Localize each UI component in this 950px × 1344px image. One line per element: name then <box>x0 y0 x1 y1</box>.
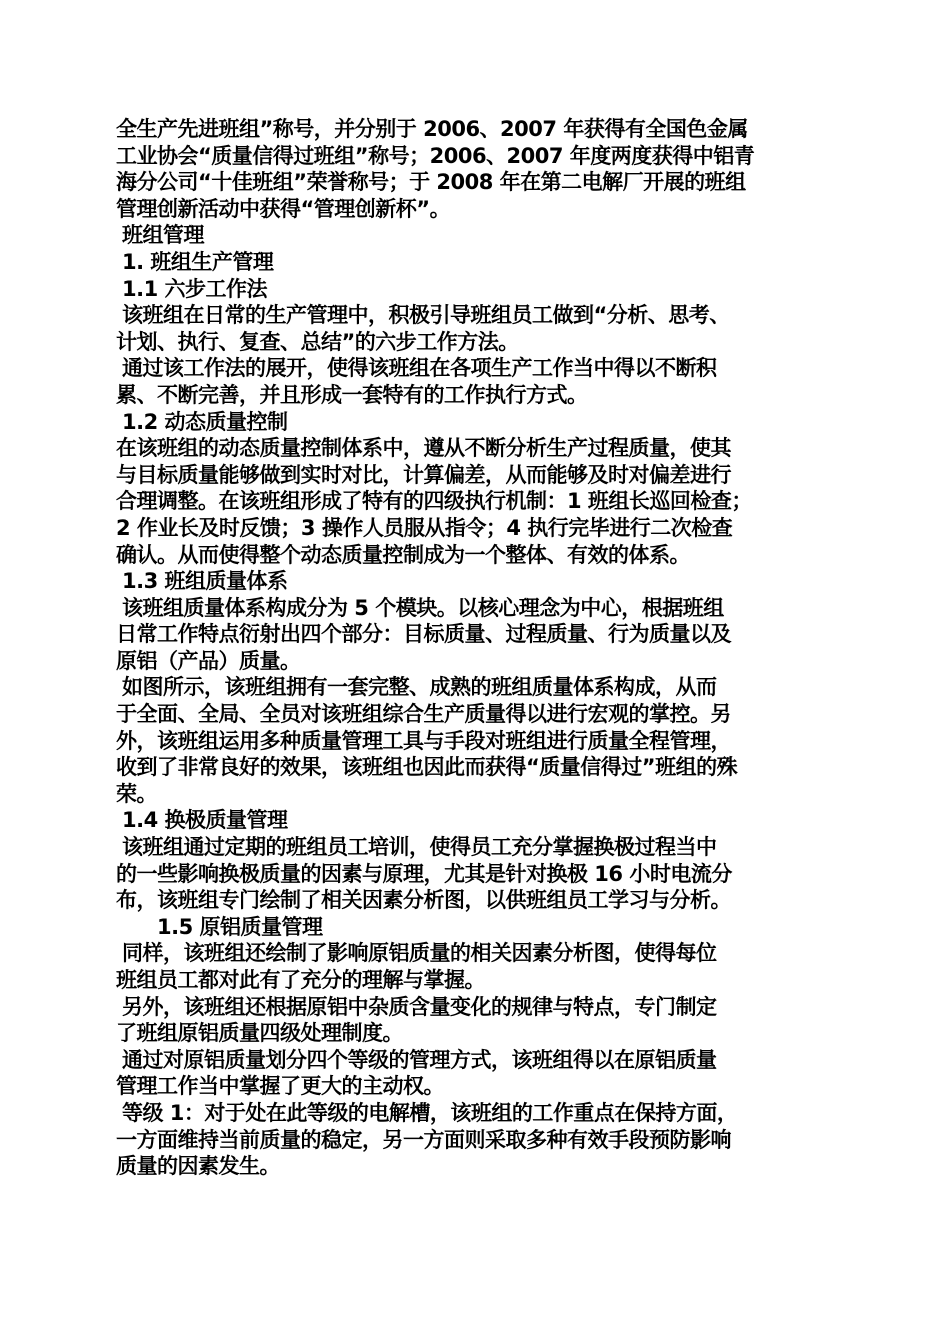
text-line: 全生产先进班组”称号，并分别于 2006、2007 年获得有全国色金属 <box>116 117 748 141</box>
text-line: 确认。从而使得整个动态质量控制成为一个整体、有效的体系。 <box>116 542 690 567</box>
text-line: 计划、执行、复查、总结”的六步工作方法。 <box>116 329 519 354</box>
text-line: 布，该班组专门绘制了相关因素分析图，以供班组员工学习与分析。 <box>116 888 731 913</box>
text-line: 荣。 <box>116 781 157 806</box>
text-line: 另外，该班组还根据原铝中杂质含量变化的规律与特点，专门制定 <box>122 994 717 1019</box>
text-line: 班组员工都对此有了充分的理解与掌握。 <box>116 968 485 992</box>
subsection-heading: 1.3 班组质量体系 <box>122 569 288 594</box>
text-line: 日常工作特点衍射出四个部分：目标质量、过程质量、行为质量以及 <box>116 622 731 647</box>
text-line: 的一些影响换极质量的因素与原理，尤其是针对换极 16 小时电流分 <box>116 861 732 886</box>
section-heading: 班组管理 <box>122 223 204 248</box>
text-line: 累、不断完善，并且形成一套特有的工作执行方式。 <box>116 382 588 407</box>
text-line: 工业协会“质量信得过班组”称号；2006、2007 年度两度获得中铝青 <box>116 143 755 168</box>
text-line: 一方面维持当前质量的稳定，另一方面则采取多种有效手段预防影响 <box>116 1127 731 1152</box>
text-line: 通过对原铝质量划分四个等级的管理方式，该班组得以在原铝质量 <box>122 1047 717 1072</box>
text-line: 质量的因素发生。 <box>116 1154 280 1179</box>
subsection-heading: 1.5 原铝质量管理 <box>157 914 323 939</box>
subsection-heading: 1.2 动态质量控制 <box>122 409 288 434</box>
text-line: 等级 1：对于处在此等级的电解槽，该班组的工作重点在保持方面， <box>122 1100 738 1125</box>
document-body <box>116 116 840 1180</box>
text-line: 外，该班组运用多种质量管理工具与手段对班组进行质量全程管理， <box>116 728 731 753</box>
text-line: 在该班组的动态质量控制体系中，遵从不断分析生产过程质量，使其 <box>116 436 731 461</box>
text-line: 同样，该班组还绘制了影响原铝质量的相关因素分析图，使得每位 <box>122 941 717 966</box>
subsection-heading: 1.1 六步工作法 <box>122 276 268 301</box>
text-line: 海分公司“十佳班组”荣誉称号；于 2008 年在第二电解厂开展的班组 <box>116 170 746 195</box>
text-line: 于全面、全局、全员对该班组综合生产质量得以进行宏观的掌控。另 <box>116 702 731 727</box>
text-line: 该班组在日常的生产管理中，积极引导班组员工做到“分析、思考、 <box>122 303 730 328</box>
text-line: 收到了非常良好的效果，该班组也因此而获得“质量信得过”班组的殊 <box>116 755 738 780</box>
text-line: 了班组原铝质量四级处理制度。 <box>116 1021 403 1046</box>
text-line: 与目标质量能够做到实时对比，计算偏差，从而能够及时对偏差进行 <box>116 462 731 487</box>
text-line: 合理调整。在该班组形成了特有的四级执行机制：1 班组长巡回检查； <box>116 489 752 514</box>
text-line: 管理创新活动中获得“管理创新杯”。 <box>116 196 451 221</box>
text-line: 该班组通过定期的班组员工培训，使得员工充分掌握换极过程当中 <box>122 835 717 860</box>
text-line: 通过该工作法的展开，使得该班组在各项生产工作当中得以不断积 <box>122 356 717 381</box>
text-line: 如图所示，该班组拥有一套完整、成熟的班组质量体系构成，从而 <box>122 675 717 700</box>
subsection-heading: 1.4 换极质量管理 <box>122 808 288 833</box>
section-heading: 1. 班组生产管理 <box>122 249 274 274</box>
text-line: 管理工作当中掌握了更大的主动权。 <box>116 1074 444 1099</box>
text-line: 原铝（产品）质量。 <box>116 648 301 673</box>
text-line: 该班组质量体系构成分为 5 个模块。以核心理念为中心，根据班组 <box>122 595 724 620</box>
text-line: 2 作业长及时反馈；3 操作人员服从指令；4 执行完毕进行二次检查 <box>116 515 733 540</box>
